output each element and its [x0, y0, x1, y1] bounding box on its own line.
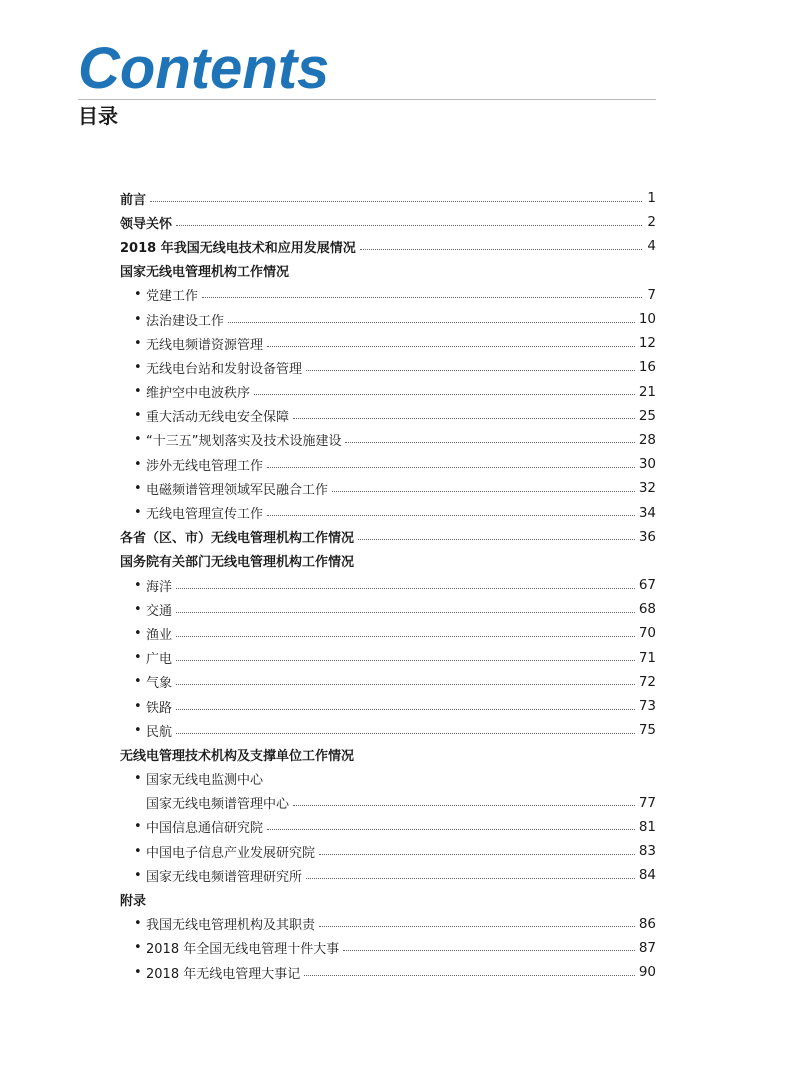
toc-section-entry[interactable]	[120, 887, 656, 911]
dot-leader	[304, 975, 635, 976]
bullet-icon: •	[134, 601, 142, 617]
toc-page-number: 73	[638, 698, 656, 715]
toc-entry-title: 2018 年全国无线电管理十件大事	[146, 942, 340, 958]
toc-section-entry[interactable]	[120, 210, 656, 234]
toc-entry-title: 附录	[120, 894, 147, 910]
toc-entry-title: 国家无线电监测中心	[146, 773, 264, 789]
toc-page-number: 4	[647, 238, 656, 255]
toc-entry-title: 无线电台站和发射设备管理	[146, 361, 303, 377]
toc-subentry[interactable]	[120, 670, 656, 694]
toc-page-number: 71	[638, 649, 656, 666]
toc-section-entry[interactable]	[120, 549, 656, 573]
toc-subentry[interactable]	[120, 646, 656, 670]
dot-leader	[267, 829, 635, 830]
dot-leader	[306, 878, 635, 879]
dot-leader	[358, 539, 635, 540]
dot-leader	[254, 394, 635, 395]
toc-subentry[interactable]	[120, 718, 656, 742]
toc-page-number: 12	[638, 335, 656, 352]
toc-entry-title: 前言	[120, 192, 147, 208]
toc-entry-title: 2018 年无线电管理大事记	[146, 966, 301, 982]
toc-subentry[interactable]	[120, 960, 656, 984]
dot-leader	[319, 926, 635, 927]
toc-page-number: 81	[638, 818, 656, 835]
toc-page-number: 25	[638, 407, 656, 424]
toc-entry-title: 国家无线电频谱管理中心	[146, 797, 290, 813]
dot-leader	[176, 733, 635, 734]
dot-leader	[176, 225, 642, 226]
table-of-contents	[120, 186, 656, 984]
toc-entry-title: 铁路	[146, 700, 173, 716]
dot-leader	[228, 322, 635, 323]
toc-page-number: 34	[638, 504, 656, 521]
bullet-icon: •	[134, 359, 142, 375]
dot-leader	[332, 491, 635, 492]
toc-entry-title: 国家无线电管理机构工作情况	[120, 265, 290, 281]
toc-entry-title: 交通	[146, 603, 173, 619]
contents-heading-chinese: 目录	[78, 104, 118, 128]
toc-subentry[interactable]	[120, 404, 656, 428]
toc-entry-title: 领导关怀	[120, 216, 173, 232]
toc-subentry[interactable]	[120, 936, 656, 960]
bullet-icon: •	[134, 819, 142, 835]
toc-page-number: 84	[638, 867, 656, 884]
bullet-icon: •	[134, 480, 142, 496]
toc-entry-title: 海洋	[146, 579, 173, 595]
toc-entry-title: “十三五”规划落实及技术设施建设	[146, 434, 342, 450]
dot-leader	[267, 515, 635, 516]
dot-leader	[319, 854, 635, 855]
toc-entry-title: 维护空中电波秩序	[146, 386, 251, 402]
toc-section-entry[interactable]	[120, 186, 656, 210]
dot-leader	[176, 612, 635, 613]
toc-page-number: 75	[638, 722, 656, 739]
toc-entry-title: 无线电管理技术机构及支撑单位工作情况	[120, 748, 355, 764]
toc-entry-title: 广电	[146, 652, 173, 668]
dot-leader	[360, 249, 642, 250]
toc-entry-title: 国家无线电频谱管理研究所	[146, 869, 303, 885]
toc-entry-title: 民航	[146, 724, 173, 740]
toc-subentry[interactable]	[120, 791, 656, 815]
toc-page-number: 72	[638, 673, 656, 690]
toc-entry-title: 重大活动无线电安全保障	[146, 410, 290, 426]
dot-leader	[343, 950, 635, 951]
toc-entry-title: 国务院有关部门无线电管理机构工作情况	[120, 555, 355, 571]
toc-entry-title: 我国无线电管理机构及其职责	[146, 918, 316, 934]
toc-page-number: 70	[638, 625, 656, 642]
toc-subentry[interactable]	[120, 452, 656, 476]
bullet-icon: •	[134, 408, 142, 424]
dot-leader	[293, 418, 635, 419]
bullet-icon: •	[134, 867, 142, 883]
toc-entry-title: 中国电子信息产业发展研究院	[146, 845, 316, 861]
toc-page-number: 67	[638, 577, 656, 594]
toc-subentry[interactable]	[120, 767, 656, 791]
heading-divider	[78, 99, 656, 100]
toc-page-number: 86	[638, 915, 656, 932]
toc-page-number: 30	[638, 456, 656, 473]
toc-entry-title: 党建工作	[146, 289, 199, 305]
dot-leader	[293, 805, 635, 806]
dot-leader	[176, 636, 635, 637]
toc-entry-title: 无线电管理宣传工作	[146, 507, 264, 523]
toc-page-number: 21	[638, 383, 656, 400]
toc-subentry[interactable]	[120, 428, 656, 452]
toc-subentry[interactable]	[120, 863, 656, 887]
dot-leader	[202, 297, 642, 298]
toc-subentry[interactable]	[120, 815, 656, 839]
bullet-icon: •	[134, 674, 142, 690]
toc-subentry[interactable]	[120, 355, 656, 379]
toc-entry-title: 中国信息通信研究院	[146, 821, 264, 837]
contents-heading: Contents	[78, 36, 330, 101]
bullet-icon: •	[134, 384, 142, 400]
toc-page-number: 7	[647, 286, 656, 303]
bullet-icon: •	[134, 287, 142, 303]
toc-page-number: 32	[638, 480, 656, 497]
toc-page-number: 90	[638, 964, 656, 981]
bullet-icon: •	[134, 843, 142, 859]
dot-leader	[267, 467, 635, 468]
toc-page-number: 28	[638, 431, 656, 448]
toc-page-number: 36	[638, 528, 656, 545]
toc-subentry[interactable]	[120, 500, 656, 524]
bullet-icon: •	[134, 577, 142, 593]
toc-subentry[interactable]	[120, 694, 656, 718]
toc-subentry[interactable]	[120, 331, 656, 355]
toc-page-number: 16	[638, 359, 656, 376]
toc-page-number: 68	[638, 601, 656, 618]
bullet-icon: •	[134, 650, 142, 666]
bullet-icon: •	[134, 916, 142, 932]
toc-subentry[interactable]	[120, 597, 656, 621]
toc-subentry[interactable]	[120, 621, 656, 645]
dot-leader	[176, 660, 635, 661]
toc-subentry[interactable]	[120, 476, 656, 500]
toc-entry-title: 涉外无线电管理工作	[146, 458, 264, 474]
toc-subentry[interactable]	[120, 839, 656, 863]
bullet-icon: •	[134, 771, 142, 787]
toc-entry-title: 气象	[146, 676, 173, 692]
dot-leader	[267, 346, 635, 347]
toc-entry-title: 法治建设工作	[146, 313, 225, 329]
bullet-icon: •	[134, 625, 142, 641]
dot-leader	[306, 370, 635, 371]
dot-leader	[345, 442, 634, 443]
bullet-icon: •	[134, 698, 142, 714]
toc-section-entry[interactable]	[120, 525, 656, 549]
toc-section-entry[interactable]	[120, 259, 656, 283]
dot-leader	[176, 588, 635, 589]
toc-entry-title: 电磁频谱管理领域军民融合工作	[146, 482, 329, 498]
dot-leader	[176, 709, 635, 710]
toc-entry-title: 渔业	[146, 627, 173, 643]
toc-subentry[interactable]	[120, 380, 656, 404]
bullet-icon: •	[134, 335, 142, 351]
bullet-icon: •	[134, 505, 142, 521]
toc-subentry[interactable]	[120, 573, 656, 597]
toc-page-number: 87	[638, 939, 656, 956]
toc-page-number: 83	[638, 843, 656, 860]
toc-subentry[interactable]	[120, 307, 656, 331]
bullet-icon: •	[134, 432, 142, 448]
toc-page-number: 77	[638, 794, 656, 811]
bullet-icon: •	[134, 940, 142, 956]
toc-entry-title: 各省（区、市）无线电管理机构工作情况	[120, 531, 355, 547]
toc-page-number: 1	[647, 190, 656, 207]
toc-section-entry[interactable]	[120, 742, 656, 766]
bullet-icon: •	[134, 964, 142, 980]
dot-leader	[176, 684, 635, 685]
toc-page-number: 2	[647, 214, 656, 231]
bullet-icon: •	[134, 722, 142, 738]
dot-leader	[150, 201, 642, 202]
toc-section-entry[interactable]	[120, 234, 656, 258]
bullet-icon: •	[134, 456, 142, 472]
toc-page-number: 10	[638, 311, 656, 328]
toc-subentry[interactable]	[120, 283, 656, 307]
toc-subentry[interactable]	[120, 912, 656, 936]
toc-entry-title: 2018 年我国无线电技术和应用发展情况	[120, 240, 356, 256]
toc-entry-title: 无线电频谱资源管理	[146, 337, 264, 353]
bullet-icon: •	[134, 311, 142, 327]
